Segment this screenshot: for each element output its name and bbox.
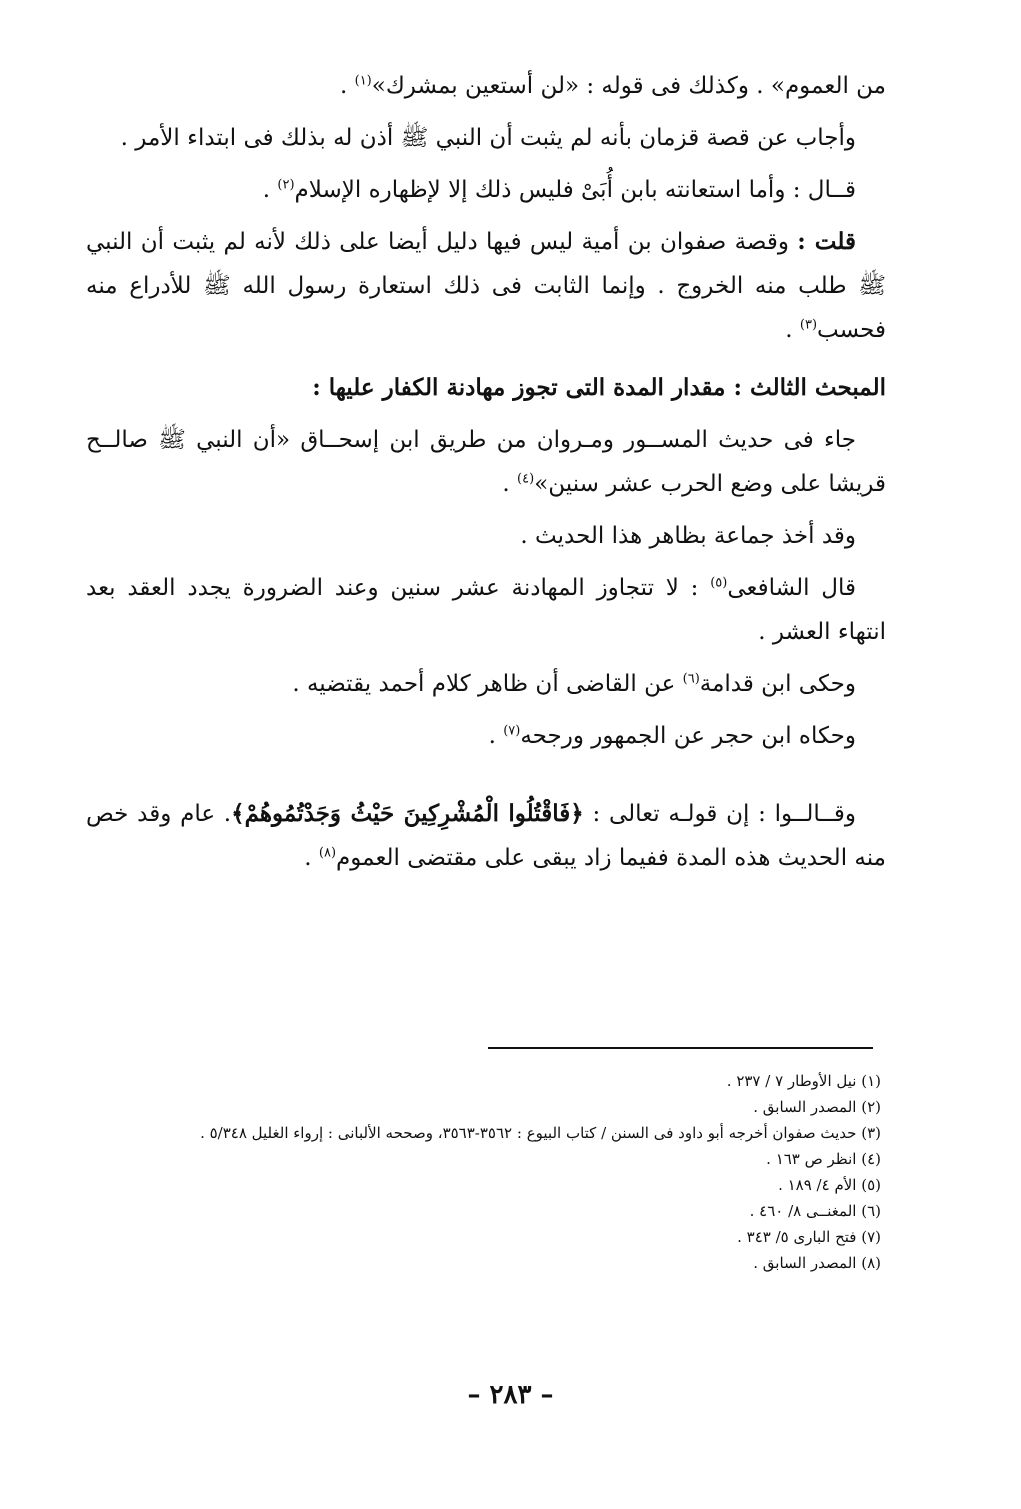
paragraph-5: جاء فى حديث المســور ومـروان من طريق ابن إسحــاق «أن النبي ﷺ صالــح قريشا على وضع الحرب عشر سنين»$^{(٤)}$ . — [86, 427, 886, 497]
footnote-ref-5: (٥) — [710, 575, 728, 591]
section-heading: المبحث الثالث : مقدار المدة التى تجوز مهادنة الكفار عليها : — [312, 374, 886, 401]
quran-verse: ﴿فَاقْتُلُوا الْمُشْرِكِينَ حَيْثُ وَجَدْتُمُوهُمْ﴾ — [231, 800, 584, 827]
footnote-ref-8: (٨) — [318, 845, 337, 861]
footnote-8: (٨) المصدر السابق . — [753, 1254, 881, 1272]
footnote-7: (٧) فتح البارى ٥/ ٣٤٣ . — [737, 1228, 881, 1246]
footnote-6: (٦) المغنــى ٨/ ٤٦٠ . — [749, 1202, 881, 1220]
paragraph-3: قــال : وأما استعانته بابن أُبَىْ فليس ذلك إلا لإظهاره الإسلام$^{(٢)}$ . — [262, 177, 856, 203]
qult-lead: قلت : — [797, 228, 856, 255]
footnote-ref-2: (٢) — [277, 177, 295, 193]
paragraph-9: وحكاه ابن حجر عن الجمهور ورجحه$^{(٧)}$ . — [488, 723, 856, 749]
footnote-ref-7: (٧) — [503, 723, 521, 739]
paragraph-8: وحكى ابن قدامة$^{(٦)}$ عن القاضى أن ظاهر كلام أحمد يقتضيه . — [292, 671, 856, 697]
paragraph-2: وأجاب عن قصة قزمان بأنه لم يثبت أن النبي ﷺ أذن له بذلك فى ابتداء الأمر . — [120, 125, 856, 151]
footnote-ref-3: (٣) — [799, 317, 818, 333]
footnote-5: (٥) الأم ٤/ ١٨٩ . — [778, 1176, 881, 1194]
footnote-4: (٤) انظر ص ١٦٣ . — [766, 1150, 881, 1168]
footnotes — [81, 1068, 881, 1276]
footnote-ref-4: (٤) — [517, 471, 535, 487]
paragraph-7: قال الشافعى$^{(٥)}$ : لا تتجاوز المهادنة عشر سنين وعند الضرورة يجدد العقد بعد انتهاء العشر . — [86, 575, 886, 645]
footnote-2: (٢) المصدر السابق . — [753, 1098, 881, 1116]
paragraph-10: وقــالــوا : إن قولـه تعالى : ﴿فَاقْتُلُوا الْمُشْرِكِينَ حَيْثُ وَجَدْتُمُوهُمْ﴾. عام وقد خص منه الحديث هذه المدة ففيما زاد يبقى على مقتضى العموم$^{(٨)}$ . — [86, 800, 886, 871]
paragraph-6: وقد أخذ جماعة بظاهر هذا الحديث . — [520, 523, 856, 549]
footnote-3: (٣) حديث صفوان أخرجه أبو داود فى السنن / كتاب البيوع : ٣٥٦٢-٣٥٦٣، وصححه الألبانى : إرواء الغليل ٥/٣٤٨ . — [200, 1124, 881, 1142]
footnote-divider — [488, 1047, 873, 1049]
footnote-ref-1: (١) — [354, 73, 372, 89]
main-text — [86, 64, 886, 888]
paragraph-1: من العموم» . وكذلك فى قوله : «لن أستعين بمشرك»$^{(١)}$ . — [339, 73, 886, 99]
paragraph-4: قلت : وقصة صفوان بن أمية ليس فيها دليل أيضا على ذلك لأنه لم يثبت أن النبي ﷺ طلب منه الخروج . وإنما الثابت فى ذلك استعارة رسول الله ﷺ للأدراع منه فحسب$^{(٣)}$ . — [86, 228, 886, 343]
footnote-ref-6: (٦) — [682, 671, 700, 687]
page-number: – ٢٨٣ – — [467, 1380, 554, 1410]
footnote-1: (١) نيل الأوطار ٧ / ٢٣٧ . — [726, 1072, 881, 1090]
